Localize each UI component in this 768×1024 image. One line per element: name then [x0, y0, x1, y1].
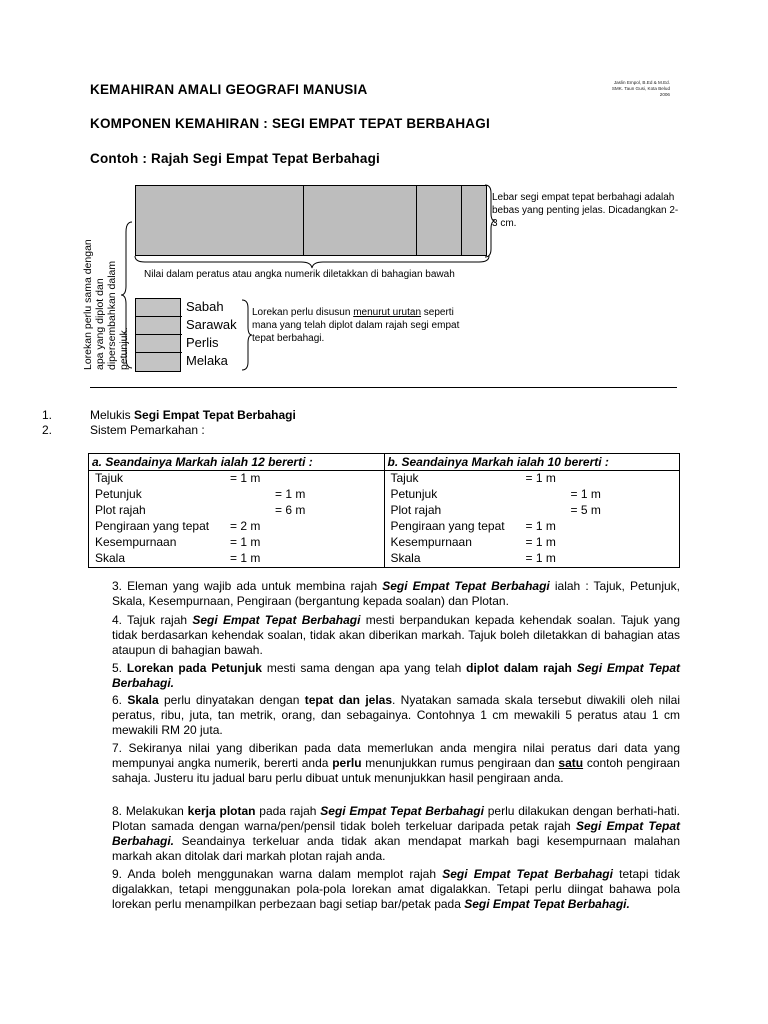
list-item: [42, 423, 205, 438]
marks-key: Kesempurnaan: [390, 535, 472, 549]
shading-note-rest: seperti mana yang telah diplot dalam rajah segi empat tepat berbahagi.: [252, 307, 460, 344]
marks-row: [95, 503, 384, 519]
text-bold: perlu: [332, 756, 362, 770]
marks-key: Plot rajah: [390, 503, 442, 517]
vertical-note-line: dipersembahkan dalam: [106, 260, 118, 370]
marks-value: = 1 m: [525, 471, 556, 485]
page-title: KEMAHIRAN AMALI GEOGRAFI MANUSIA: [90, 82, 368, 97]
marks-row: [391, 471, 680, 487]
list-text: Melukis: [90, 408, 135, 422]
text-bold-underlined: satu: [558, 756, 584, 770]
paragraph-7: [112, 741, 680, 786]
text-emphasis: Segi Empat Tepat Berbahagi.: [112, 661, 681, 690]
text-bold: Skala: [127, 693, 159, 707]
text-bold: tepat dan jelas: [304, 693, 393, 707]
marks-key: Tajuk: [390, 471, 419, 485]
legend-swatch: [136, 299, 182, 317]
text: 4. Tajuk rajah: [112, 613, 193, 627]
paragraph-8: [112, 804, 680, 864]
marks-row: [95, 519, 384, 535]
text-emphasis: Segi Empat Tepat Berbahagi: [442, 867, 613, 881]
shading-note: [252, 306, 480, 345]
list-item: [42, 408, 296, 423]
marks-row: [391, 487, 680, 503]
paragraph-3: [112, 579, 680, 609]
author-line: SMK. Taun Gusi, Kota Belud: [611, 86, 670, 91]
list-number: 2.: [42, 423, 53, 437]
paragraph-4: [112, 613, 680, 658]
marks-key: Kesempurnaan: [95, 535, 177, 549]
text: 6.: [112, 693, 128, 707]
marks-heading-b: b. Seandainya Markah ialah 10 bererti :: [384, 454, 680, 471]
rectangle-divider: [303, 186, 304, 255]
shading-note-underlined: menurut urutan: [353, 307, 422, 318]
marks-table: [88, 453, 680, 568]
marks-key: Tajuk: [95, 471, 124, 485]
author-info: [560, 80, 670, 98]
text: mesti sama dengan apa yang telah: [261, 661, 467, 675]
marks-col-b: [384, 471, 680, 568]
legend-label: Sabah: [186, 299, 224, 314]
marks-key: Pengiraan yang tepat: [95, 519, 210, 533]
marks-value: = 2 m: [230, 519, 261, 533]
divided-rectangle: [135, 185, 487, 256]
marks-col-a: [89, 471, 385, 568]
legend-swatch: [136, 317, 182, 335]
text-emphasis: Segi Empat Tepat Berbahagi: [320, 804, 484, 818]
marks-value: = 1 m: [275, 487, 306, 501]
text: Seandainya terkeluar anda tidak akan mendapat markah bagi kesempurnaan malahan markah akan ditolak dari markah plotan rajah anda.: [112, 834, 680, 863]
component-title: KOMPONEN KEMAHIRAN : SEGI EMPAT TEPAT BERBAHAGI: [90, 116, 490, 131]
text: contoh pengiraan sahaja. Justeru itu jadual baru perlu dibuat untuk menunjukkan hasil pengiraan anda.: [112, 756, 680, 785]
text: 9. Anda boleh menggunakan warna dalam memplot rajah: [112, 867, 443, 881]
marks-value: = 1 m: [570, 487, 601, 501]
text: 7. Sekiranya nilai yang diberikan pada data memerlukan anda mengira nilai peratus dari data yang mempunyai angka numerik, bererti anda: [112, 741, 680, 770]
list-text-bold: Segi Empat Tepat Berbahagi: [134, 408, 296, 422]
author-line: 2006: [659, 92, 670, 97]
marks-value: = 1 m: [230, 535, 261, 549]
legend-boxes: [135, 298, 181, 372]
paragraph-5: [112, 661, 680, 691]
marks-value: = 1 m: [525, 519, 556, 533]
text-bold: kerja plotan: [187, 804, 256, 818]
text-bold: diplot dalam rajah: [466, 661, 572, 675]
marks-key: Petunjuk: [390, 487, 438, 501]
text: perlu dilakukan dengan berhati-hati. Plotan samada dengan warna/pen/pensil tidak boleh terkeluar daripada petak rajah: [112, 804, 680, 833]
marks-value: = 6 m: [275, 503, 306, 517]
text: menunjukkan rumus pengiraan dan: [361, 756, 559, 770]
marks-row: [391, 551, 680, 567]
marks-row: [95, 487, 384, 503]
marks-key: Skala: [390, 551, 421, 565]
marks-key: Plot rajah: [95, 503, 146, 517]
marks-value: = 1 m: [525, 551, 556, 565]
width-note: Lebar segi empat tepat berbahagi adalah bebas yang penting jelas. Dicadangkan 2-3 cm.: [492, 192, 679, 229]
marks-key: Pengiraan yang tepat: [390, 519, 505, 533]
marks-value: = 5 m: [570, 503, 601, 517]
text-emphasis: Segi Empat Tepat Berbahagi: [382, 579, 550, 593]
marks-key: Petunjuk: [95, 487, 142, 501]
marks-row: [95, 551, 384, 567]
text: 3. Eleman yang wajib ada untuk membina rajah: [112, 579, 383, 593]
text: tetapi tidak digalakkan, tetapi menggunakan pola-pola lorekan amat digalakkan. Tetapi perlu diingat bahawa pola lorekan perlu menampilkan perbezaan bagi setiap bar/petak pada: [112, 867, 681, 911]
text: . Nyatakan samada skala tersebut diwakili oleh nilai peratus, ribu, juta, tan metrik, orang, dan sebagainya. Contohnya 1 cm mewakili 5 peratus atau 1 cm mewakili RM 20 juta.: [112, 693, 680, 737]
vertical-note-line: Lorekan perlu sama dengan: [82, 239, 94, 370]
list-text: Sistem Pemarkahan :: [90, 423, 205, 437]
paragraph-9: [112, 867, 680, 912]
marks-value: = 1 m: [230, 471, 261, 485]
author-line: Jaslin Empol, B.Ed & M.Ed.: [613, 80, 670, 85]
text-emphasis: Segi Empat Tepat Berbahagi.: [464, 897, 630, 911]
left-brace: [118, 220, 134, 370]
text-bold: Lorekan pada Petunjuk: [126, 661, 262, 675]
text: perlu dinyatakan dengan: [158, 693, 305, 707]
marks-row: [391, 519, 680, 535]
text: pada rajah: [255, 804, 321, 818]
text: 5.: [112, 661, 127, 675]
marks-value: = 1 m: [525, 535, 556, 549]
text: 8. Melakukan: [112, 804, 188, 818]
marks-row: [391, 503, 680, 519]
legend-swatch: [136, 335, 182, 353]
marks-row: [95, 535, 384, 551]
example-title: Contoh : Rajah Segi Empat Tepat Berbahagi: [90, 151, 380, 166]
legend-label: Perlis: [186, 335, 219, 350]
shading-note-text: Lorekan perlu disusun: [252, 307, 351, 318]
marks-row: [391, 535, 680, 551]
list-number: 1.: [42, 408, 53, 422]
rectangle-divider: [416, 186, 417, 255]
text: mesti berpandukan kepada kehendak soalan. Tajuk yang tidak berdasarkan kehendak soalan, tidak akan diberikan markah. Tajuk boleh diletakkan di bahagian atas ataupun di bahagian bawah.: [112, 613, 681, 657]
value-note: Nilai dalam peratus atau angka numerik diletakkan di bahagian bawah: [144, 269, 455, 280]
marks-key: Skala: [95, 551, 126, 565]
text-emphasis: Segi Empat Tepat Berbahagi: [192, 613, 361, 627]
text-emphasis: Segi Empat Tepat Berbahagi.: [112, 819, 680, 848]
marks-row: [95, 471, 384, 487]
vertical-note-line: petunjuk.: [118, 327, 130, 370]
marks-heading-a: a. Seandainya Markah ialah 12 bererti :: [89, 454, 385, 471]
vertical-note-line: apa yang diplot dan: [94, 278, 106, 370]
legend-label: Melaka: [186, 353, 228, 368]
text: ialah : Tajuk, Petunjuk, Skala, Kesempurnaan, Pengiraan (bergantung kepada soalan) dan Plotan.: [112, 579, 681, 608]
marks-value: = 1 m: [230, 551, 261, 565]
rectangle-divider: [461, 186, 462, 255]
legend-label: Sarawak: [186, 317, 237, 332]
paragraph-6: [112, 693, 680, 738]
divider-line: [90, 387, 677, 388]
